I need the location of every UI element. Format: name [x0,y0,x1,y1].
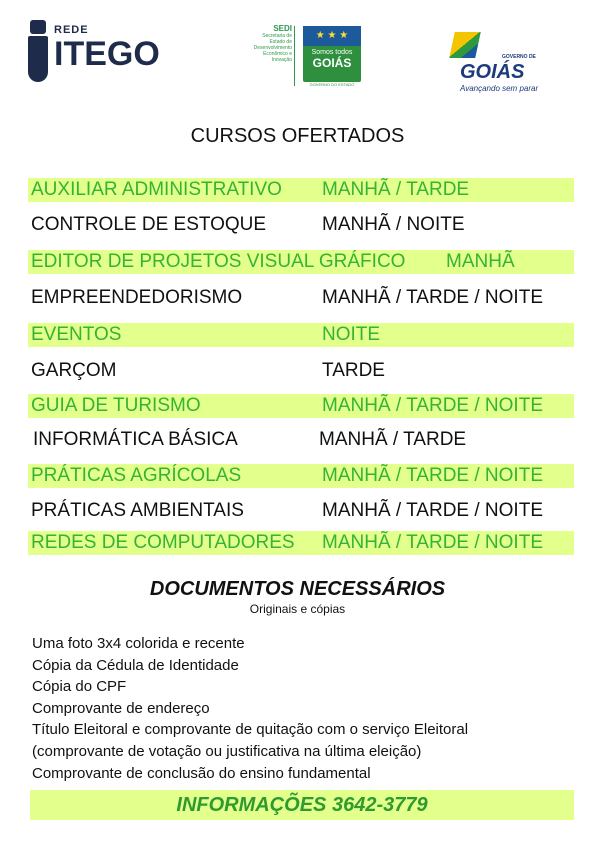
course-row [28,428,574,452]
documents-subtitle: Originais e cópias [249,602,346,616]
goias-emblem-icon [449,32,481,58]
course-row [28,464,574,488]
info-banner [30,790,574,820]
course-name: PRÁTICAS AGRÍCOLAS [31,465,242,486]
info-phone: INFORMAÇÕES 3642-3779 [176,794,428,816]
course-shift: MANHÃ / TARDE / NOITE [322,465,543,486]
course-name: INFORMÁTICA BÁSICA [33,429,238,450]
document-item: Cópia da Cédula de Identidade [32,656,239,674]
course-shift: MANHÃ / TARDE / NOITE [322,532,543,553]
itego-logo [24,20,184,84]
course-name: PRÁTICAS AMBIENTAIS [31,500,244,521]
sedi-logo [232,24,292,84]
course-name: REDES DE COMPUTADORES [31,532,295,553]
sedi-subtitle-line: Econômico e [263,51,292,57]
itego-dot-icon [30,20,46,34]
sedi-title: SEDI [273,24,292,33]
course-row [28,394,574,418]
course-name: CONTROLE DE ESTOQUE [31,214,267,235]
course-shift: MANHÃ / TARDE / NOITE [322,395,543,416]
documents-title: DOCUMENTOS NECESSÁRIOS [149,578,446,600]
somos-big-text: GOIÁS [312,56,352,70]
course-shift: MANHÃ / TARDE [319,429,467,450]
documents-list [32,633,572,784]
courses-title: CURSOS OFERTADOS [190,125,405,147]
document-item: Uma foto 3x4 colorida e recente [32,635,245,652]
course-name: GUIA DE TURISMO [31,395,201,416]
goias-slogan: Avançando sem parar [460,84,539,93]
course-shift: NOITE [322,324,381,345]
logo-divider [294,26,295,86]
itego-name: ITEGO [54,35,160,73]
course-name: EVENTOS [31,324,122,345]
course-row [28,531,574,555]
document-item: Cópia do CPF [32,678,127,696]
goias-name: GOIÁS [460,61,525,83]
course-row [28,499,574,523]
course-row [28,323,574,347]
course-row [28,286,574,310]
sedi-subtitle-line: Desenvolvimento [253,45,292,51]
somos-small-text: Somos todos [311,49,353,56]
somos-todos-goias-logo [303,26,361,82]
course-shift: TARDE [322,360,385,381]
sedi-subtitle-line: Estado de [269,39,292,45]
course-shift: MANHÃ / TARDE / NOITE [322,287,543,308]
itego-rede-label: REDE [54,24,89,36]
course-shift: MANHÃ / TARDE [322,179,470,200]
course-shift: MANHÃ [446,251,515,272]
governo-goias-logo [440,32,550,92]
document-item: Título Eleitoral e comprovante de quitação com o serviço Eleitoral [32,721,469,739]
sedi-subtitle-line: Inovação [271,57,292,63]
course-row [28,250,574,274]
somos-footer-text: GOVERNO DO ESTADO [309,82,355,87]
course-name: AUXILIAR ADMINISTRATIVO [31,179,282,200]
course-row [28,359,574,383]
document-item: (comprovante de votação ou justificativa na última eleição) [32,742,422,760]
stars-icon: ★ ★ ★ [303,26,361,46]
course-row [28,213,574,237]
goias-gov-text: GOVERNO DE [502,54,536,60]
document-item: Comprovante de conclusão do ensino fundamental [32,764,371,782]
course-name: EDITOR DE PROJETOS VISUAL GRÁFICO [31,251,406,272]
document-item: Comprovante de endereço [32,699,210,717]
course-name: GARÇOM [31,360,117,381]
course-shift: MANHÃ / NOITE [322,214,465,235]
course-name: EMPREENDEDORISMO [31,287,243,308]
sedi-subtitle-line: Secretaria de [262,33,292,39]
course-row [28,178,574,202]
itego-i-icon [28,36,48,82]
course-shift: MANHÃ / TARDE / NOITE [322,500,543,521]
